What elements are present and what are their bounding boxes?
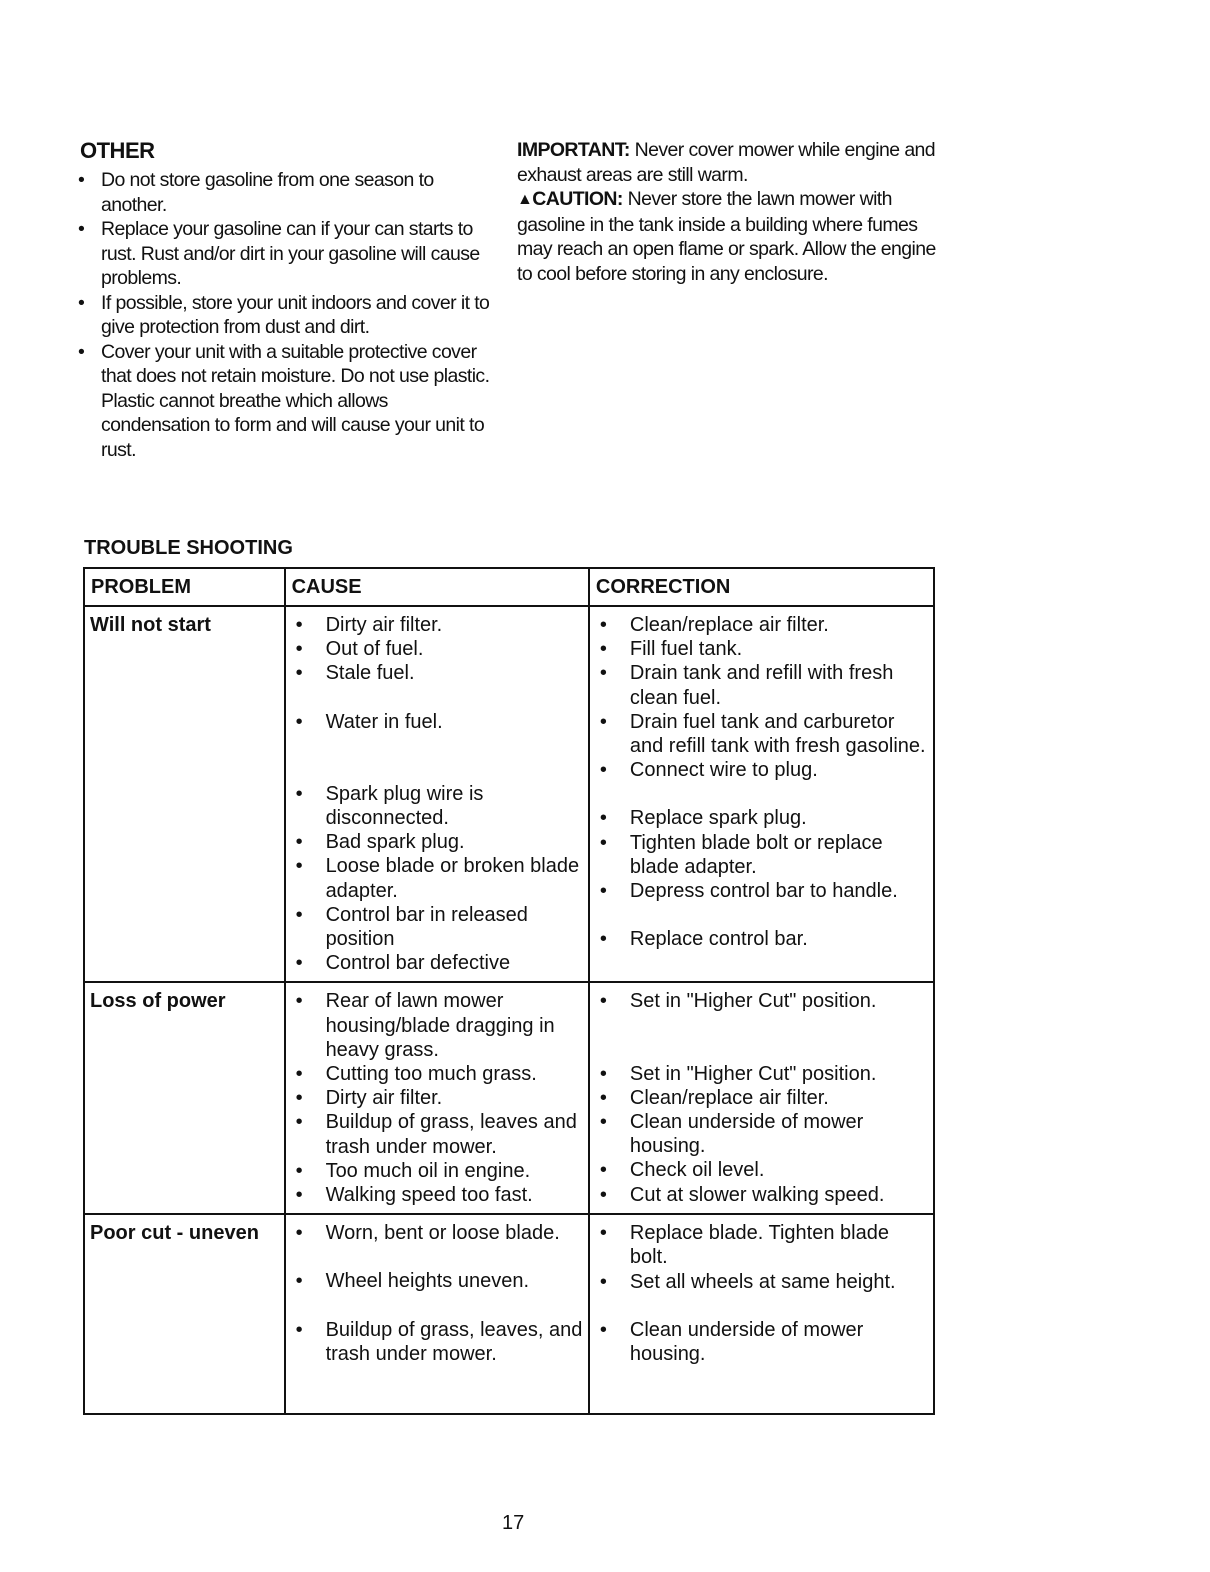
correction-item: • Clean underside of mower housing. [595,1110,929,1158]
correction-cell [589,982,934,1214]
correction-item: • Set in "Higher Cut" position. [595,1062,929,1086]
cause-item: • Worn, bent or loose blade. [291,1221,584,1245]
other-heading: OTHER [80,138,155,163]
correction-item: • Depress control bar to handle. [595,879,929,903]
correction-item: • Check oil level. [595,1158,929,1182]
page-number: 17 [502,1512,525,1534]
correction-item: • Clean/replace air filter. [595,613,929,637]
correction-cell [589,606,934,982]
correction-item: • Drain tank and refill with fresh clean fuel. [595,661,929,709]
column-header-problem: PROBLEM [84,568,285,606]
important-label: IMPORTANT: [517,139,630,161]
column-header-cause: CAUSE [285,568,589,606]
problem-cell: Loss of power [84,982,285,1214]
table-row [84,982,934,1214]
correction-item: • Replace control bar. [595,927,929,951]
list-item: • If possible, store your unit indoors and cover it to give protection from dust and dirt. [78,291,498,340]
table-row [84,606,934,982]
troubleshooting-table [83,567,935,1415]
correction-item: • Set all wheels at same height. [595,1270,929,1294]
problem-cell: Poor cut - uneven [84,1214,285,1414]
cause-item: • Out of fuel. [291,637,584,661]
table-header-row [84,568,934,606]
list-item: • Do not store gasoline from one season to another. [78,168,498,217]
cause-item: • Bad spark plug. [291,830,584,854]
cause-item: • Control bar defective [291,951,584,975]
troubleshooting-heading: TROUBLE SHOOTING [84,537,293,559]
cause-item: • Walking speed too fast. [291,1183,584,1207]
cause-item: • Too much oil in engine. [291,1159,584,1183]
correction-item: • Tighten blade bolt or replace blade adapter. [595,831,929,879]
caution-text: Never store the lawn mower with gasoline in the tank inside a building where fumes may reach an open flame or spark. Allow the engine to cool before storing in any enclosure. [517,188,936,285]
caution-label: CAUTION: [532,188,623,210]
correction-item: • Fill fuel tank. [595,637,929,661]
caution-notice [517,187,937,286]
cause-item: • Stale fuel. [291,661,584,685]
list-item: • Replace your gasoline can if your can starts to rust. Rust and/or dirt in your gasoline will cause problems. [78,217,498,291]
cause-item: • Spark plug wire is disconnected. [291,782,584,830]
correction-item: • Replace blade. Tighten blade bolt. [595,1221,929,1269]
correction-item: • Set in "Higher Cut" position. [595,989,929,1013]
correction-item: • Clean underside of mower housing. [595,1318,929,1366]
cause-item: • Cutting too much grass. [291,1062,584,1086]
cause-item: • Wheel heights uneven. [291,1269,584,1293]
list-item: • Cover your unit with a suitable protective cover that does not retain moisture. Do not use plastic. Plastic cannot breathe which allows condensation to form and will cause your unit to rust. [78,340,498,463]
problem-cell: Will not start [84,606,285,982]
cause-cell [285,606,589,982]
correction-item: • Clean/replace air filter. [595,1086,929,1110]
cause-cell [285,982,589,1214]
important-notice [517,138,937,187]
cause-item: • Dirty air filter. [291,1086,584,1110]
correction-item: • Connect wire to plug. [595,758,929,782]
other-list [78,168,498,462]
important-text: Never cover mower while engine and exhaust areas are still warm. [517,139,936,186]
cause-item: • Loose blade or broken blade adapter. [291,854,584,902]
cause-item: • Buildup of grass, leaves and trash under mower. [291,1110,584,1158]
column-header-correction: CORRECTION [589,568,934,606]
correction-item: • Cut at slower walking speed. [595,1183,929,1207]
correction-item: • Replace spark plug. [595,806,929,830]
cause-item: • Water in fuel. [291,710,584,734]
table-row [84,1214,934,1414]
cause-item: • Rear of lawn mower housing/blade dragging in heavy grass. [291,989,584,1062]
cause-item: • Control bar in released position [291,903,584,951]
correction-item: • Drain fuel tank and carburetor and refill tank with fresh gasoline. [595,710,929,758]
cause-cell [285,1214,589,1414]
cause-item: • Dirty air filter. [291,613,584,637]
cause-item: • Buildup of grass, leaves, and trash under mower. [291,1318,584,1366]
correction-cell [589,1214,934,1414]
storage-notice [517,138,937,286]
warning-triangle-icon: ▲ [517,191,533,208]
